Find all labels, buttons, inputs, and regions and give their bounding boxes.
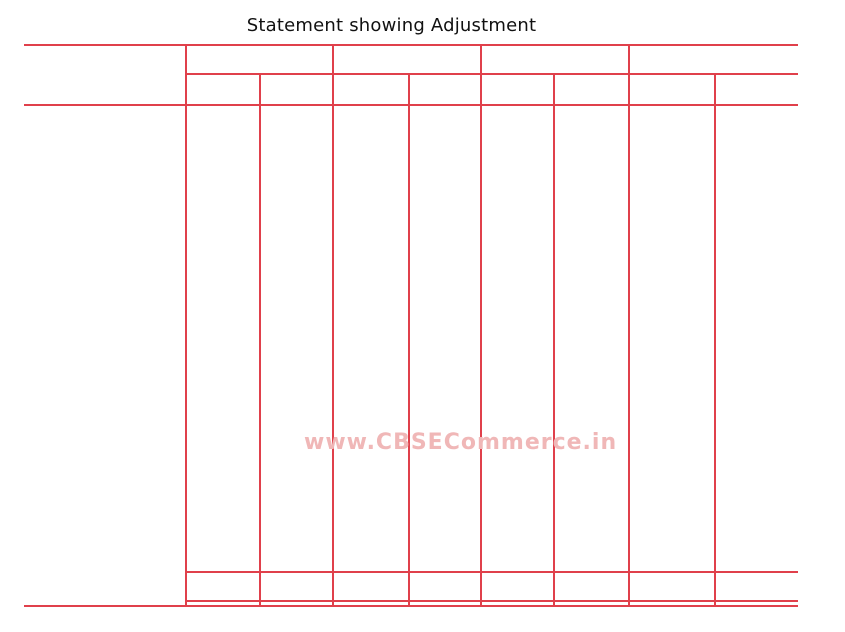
rule-partner-divider (185, 44, 187, 606)
rule-partner-header (185, 73, 798, 75)
statement-title: Statement showing Adjustment (246, 15, 537, 36)
rule-drcr-divider (259, 73, 261, 606)
rule-partner-divider (480, 44, 482, 606)
rule-top (24, 44, 798, 46)
rule-drcr-divider (714, 73, 716, 606)
rule-drcr-header (24, 104, 798, 106)
rule-total-top (185, 571, 798, 573)
rule-partner-divider (628, 44, 630, 606)
rule-drcr-divider (553, 73, 555, 606)
rule-drcr-divider (408, 73, 410, 606)
rule-partner-divider (332, 44, 334, 606)
watermark: www.CBSECommerce.in (304, 430, 618, 455)
rule-bottom (24, 605, 798, 607)
rule-total-bottom (185, 600, 798, 602)
